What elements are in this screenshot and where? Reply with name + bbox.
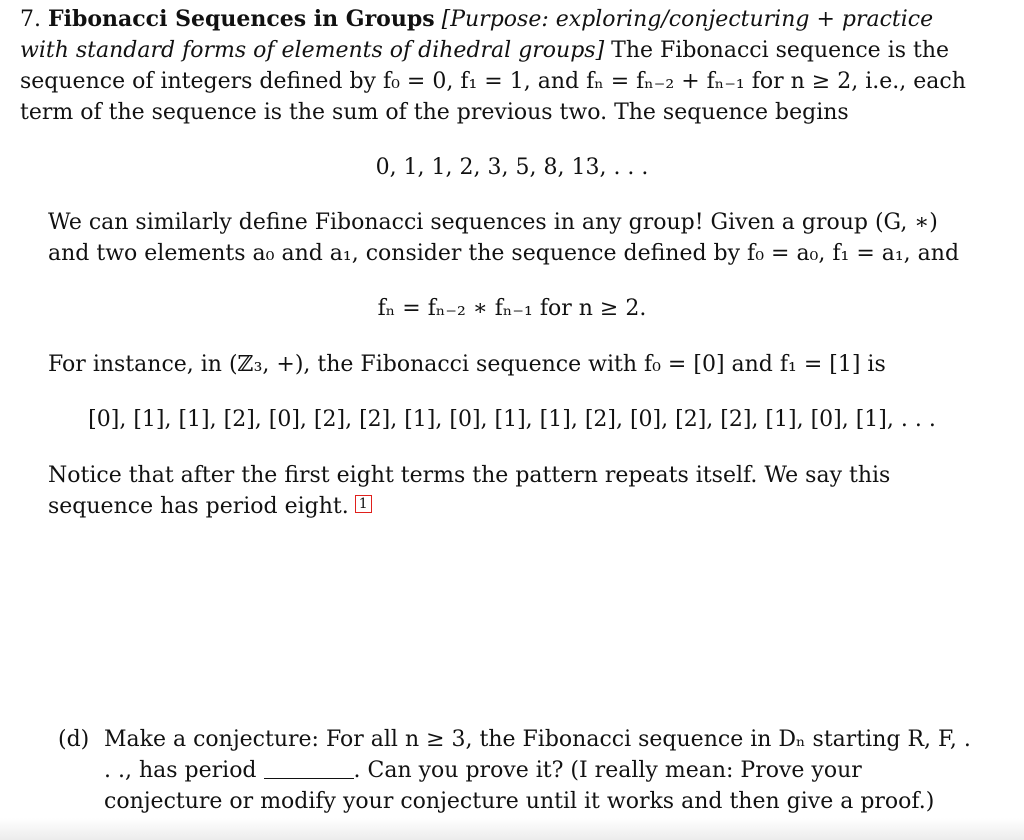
part-d-text-after: . Can you prove it? (I really mean: Prove your conjecture or modify your conjecture until it works and then give a proof.) (104, 758, 935, 814)
paragraph-period (48, 460, 978, 522)
footnote-link[interactable]: 1 (355, 495, 372, 513)
part-d-text (104, 724, 978, 817)
recurrence-formula: fₙ = fₙ₋₂ ∗ fₙ₋₁ for n ≥ 2. (377, 296, 647, 321)
paragraph-instance: For instance, in (ℤ₃, +), the Fibonacci sequence with f₀ = [0] and f₁ = [1] is (48, 352, 886, 377)
page-bottom-shadow (0, 818, 1024, 840)
problem-title: Fibonacci Sequences in Groups (48, 6, 435, 32)
answer-blank (264, 758, 354, 779)
part-d-label: (d) (58, 727, 90, 752)
problem-intro-text: The Fibonacci sequence is the sequence of integers defined by f₀ = 0, f₁ = 1, and fₙ = fₙ₋₂ + fₙ₋₁ for n ≥ 2, i.e., each term of the sequence is the sum of the previous two. The sequence begins (20, 38, 966, 125)
problem-number: 7. (20, 7, 41, 32)
problem-purpose: [Purpose: exploring/conjecturing + practice with standard forms of elements of dihedral groups] (20, 7, 934, 63)
paragraph-period-text: Notice that after the first eight terms the pattern repeats itself. We say this sequence has period eight. (48, 463, 891, 519)
part-d (58, 724, 978, 817)
z3-sequence: [0], [1], [1], [2], [0], [2], [2], [1], [0], [1], [1], [2], [0], [2], [2], [1], [0], [1], . . . (88, 407, 936, 432)
part-d-text-before: Make a conjecture: For all n ≥ 3, the Fibonacci sequence in Dₙ starting R, F, . . ., has period (104, 727, 971, 783)
problem-intro (20, 4, 975, 128)
paragraph-groups: We can similarly define Fibonacci sequences in any group! Given a group (G, ∗) and two elements a₀ and a₁, consider the sequence defined by f₀ = a₀, f₁ = a₁, and (48, 210, 960, 266)
integer-sequence: 0, 1, 1, 2, 3, 5, 8, 13, . . . (375, 155, 649, 180)
